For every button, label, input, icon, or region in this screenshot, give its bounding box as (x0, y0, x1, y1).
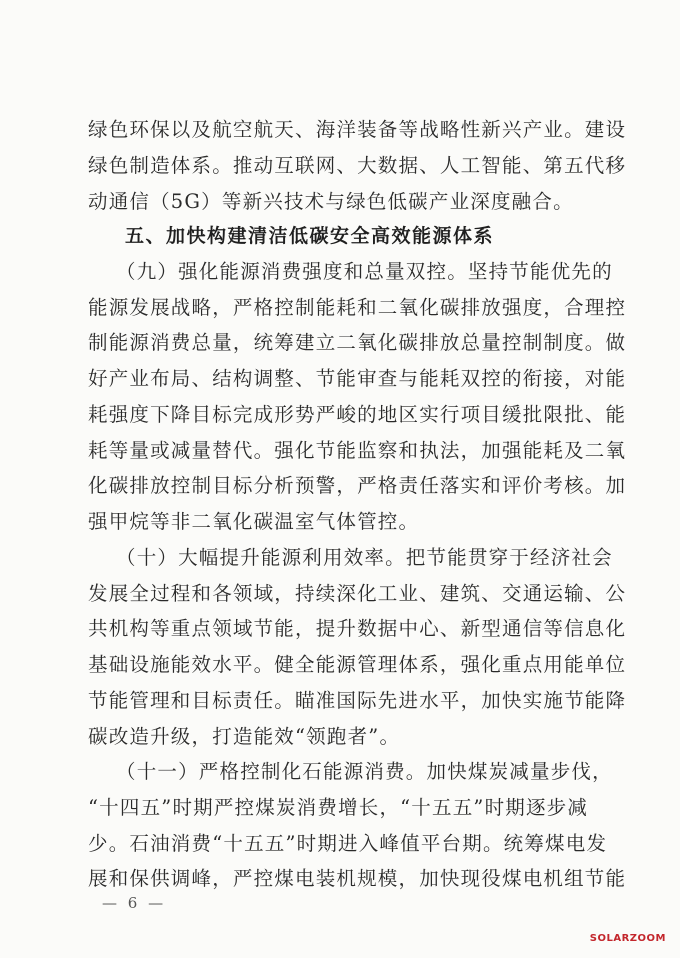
text-line: 好产业布局、结构调整、节能审查与能耗双控的衔接，对能 (88, 367, 627, 390)
text-line: 耗强度下降目标完成形势严峻的地区实行项目缓批限批、能 (88, 403, 627, 426)
text-line: 绿色环保以及航空航天、海洋装备等战略性新兴产业。建设 (88, 118, 627, 141)
text-line: 化碳排放控制目标分析预警，严格责任落实和评价考核。加 (88, 474, 627, 497)
text-line: 少。石油消费“十五五”时期进入峰值平台期。统筹煤电发 (88, 832, 608, 855)
text-line: 碳改造升级，打造能效“领跑者”。 (88, 725, 401, 748)
text-line: 能源发展战略，严格控制能耗和二氧化碳排放强度，合理控 (88, 296, 627, 319)
page-number: — 6 — (102, 894, 167, 912)
section-heading: 五、加快构建清洁低碳安全高效能源体系 (125, 225, 495, 247)
text-line: 展和保供调峰，严控煤电装机规模，加快现役煤电机组节能 (88, 867, 627, 890)
text-line: 动通信（5G）等新兴技术与绿色低碳产业深度融合。 (88, 190, 574, 213)
paragraph-11-first-line: （十一）严格控制化石能源消费。加快煤炭减量步伐， (116, 760, 613, 783)
text-line: 共机构等重点领域节能，提升数据中心、新型通信等信息化 (88, 617, 627, 640)
text-line: 发展全过程和各领域，持续深化工业、建筑、交通运输、公 (88, 582, 627, 605)
watermark-logo: SOLARZOOM (589, 933, 666, 944)
text-line: 绿色制造体系。推动互联网、大数据、人工智能、第五代移 (88, 154, 627, 177)
text-line: 基础设施能效水平。健全能源管理体系，强化重点用能单位 (88, 653, 627, 676)
paragraph-9-first-line: （九）强化能源消费强度和总量双控。坚持节能优先的 (116, 260, 613, 283)
text-line: “十四五”时期严控煤炭消费增长，“十五五”时期逐步减 (88, 796, 589, 819)
text-line: 制能源消费总量，统筹建立二氧化碳排放总量控制制度。做 (88, 331, 627, 354)
text-line: 强甲烷等非二氧化碳温室气体管控。 (88, 510, 420, 533)
text-line: 节能管理和目标责任。瞄准国际先进水平，加快实施节能降 (88, 689, 627, 712)
text-line: 耗等量或减量替代。强化节能监察和执法，加强能耗及二氧 (88, 439, 627, 462)
paragraph-10-first-line: （十）大幅提升能源利用效率。把节能贯穿于经济社会 (116, 546, 613, 569)
